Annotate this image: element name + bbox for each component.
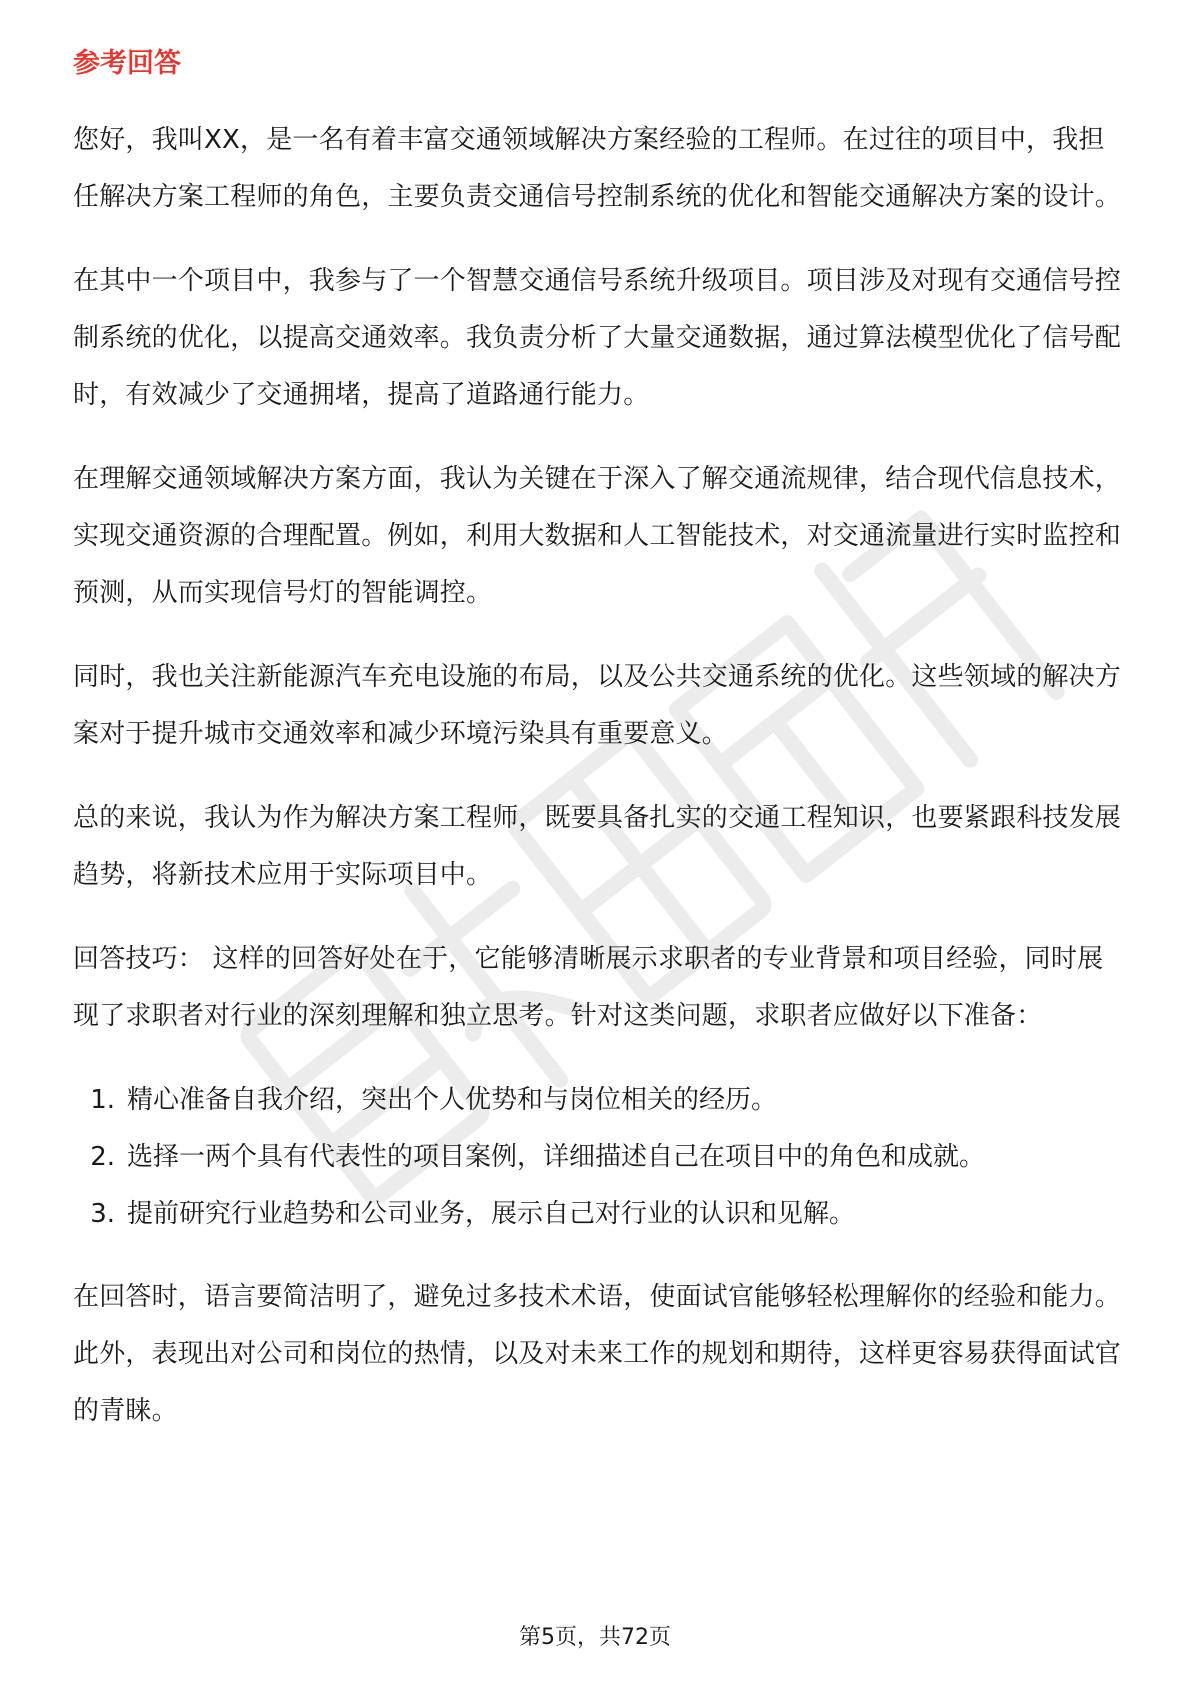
list-item-text: 提前研究行业趋势和公司业务，展示自己对行业的认识和见解。	[127, 1199, 856, 1229]
tips-paragraph: 回答技巧： 这样的回答好处在于，它能够清晰展示求职者的专业背景和项目经验，同时展现了求职者对行业的深刻理解和独立思考。针对这类问题，求职者应做好以下准备：	[73, 944, 1104, 1031]
answer-paragraph: 在其中一个项目中，我参与了一个智慧交通信号系统升级项目。项目涉及对现有交通信号控制系统的优化，以提高交通效率。我负责分析了大量交通数据，通过算法模型优化了信号配时，有效减少了交通拥堵，提高了道路通行能力。	[73, 266, 1122, 410]
list-item	[73, 1186, 1123, 1243]
answer-paragraph: 您好，我叫XX，是一名有着丰富交通领域解决方案经验的工程师。在过往的项目中，我担任解决方案工程师的角色，主要负责交通信号控制系统的优化和智能交通解决方案的设计。	[73, 125, 1122, 212]
list-item	[73, 1129, 1123, 1186]
list-number: 1.	[90, 1085, 115, 1115]
answer-paragraph: 在理解交通领域解决方案方面，我认为关键在于深入了解交通流规律，结合现代信息技术，实现交通资源的合理配置。例如，利用大数据和人工智能技术，对交通流量进行实时监控和预测，从而实现信号灯的智能调控。	[73, 464, 1122, 608]
answer-paragraph: 同时，我也关注新能源汽车充电设施的布局，以及公共交通系统的优化。这些领域的解决方案对于提升城市交通效率和减少环境污染具有重要意义。	[73, 662, 1122, 749]
document-page	[73, 44, 1123, 1467]
list-number: 2.	[90, 1142, 115, 1172]
answer-paragraph: 总的来说，我认为作为解决方案工程师，既要具备扎实的交通工程知识，也要紧跟科技发展趋势，将新技术应用于实际项目中。	[73, 803, 1122, 890]
tips-list	[73, 1072, 1123, 1243]
section-title: 参考回答	[73, 48, 181, 79]
closing-paragraph: 在回答时，语言要简洁明了，避免过多技术术语，使面试官能够轻松理解你的经验和能力。此外，表现出对公司和岗位的热情，以及对未来工作的规划和期待，这样更容易获得面试官的青睐。	[73, 1282, 1122, 1426]
list-item-text: 精心准备自我介绍，突出个人优势和与岗位相关的经历。	[127, 1085, 778, 1115]
list-number: 3.	[90, 1199, 115, 1229]
list-item-text: 选择一两个具有代表性的项目案例，详细描述自己在项目中的角色和成就。	[127, 1142, 986, 1172]
page-footer: 第5页，共72页	[519, 1625, 671, 1650]
list-item	[73, 1072, 1123, 1129]
